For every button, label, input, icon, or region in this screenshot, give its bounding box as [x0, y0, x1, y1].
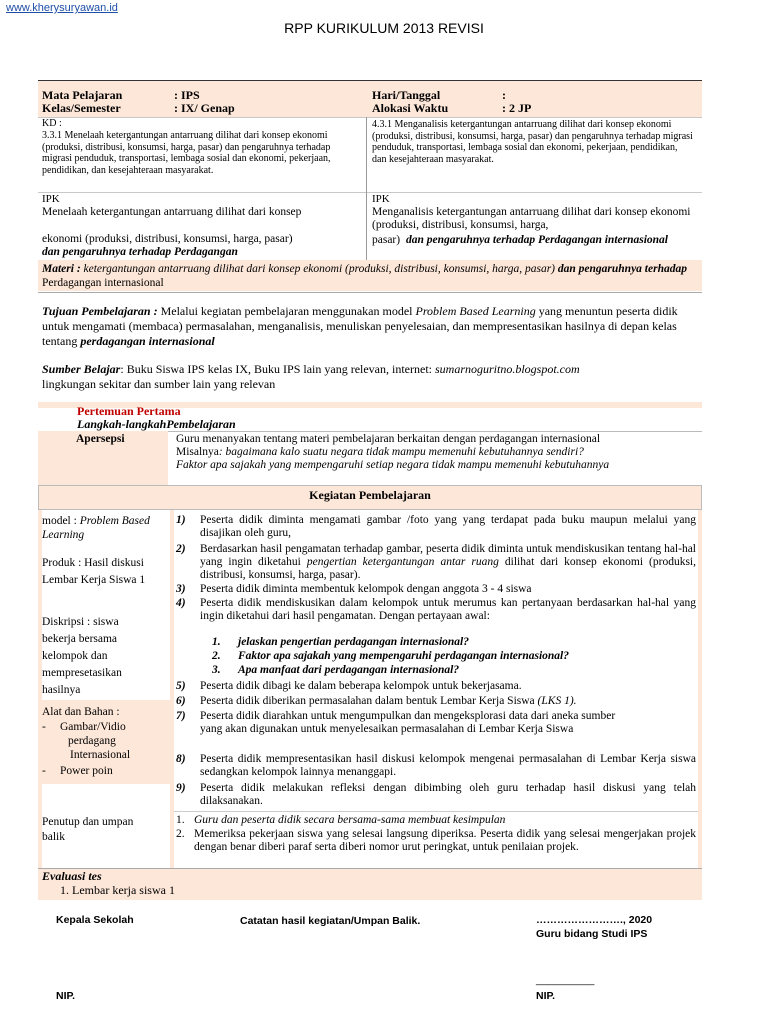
subject-label: Mata Pelajaran	[42, 88, 123, 102]
class-value: : IX/ Genap	[174, 101, 235, 115]
alat-item-2: Power poin	[60, 765, 113, 777]
model-label: model : Problem Based Learning	[42, 515, 150, 541]
apersepsi-line2: Misalnya: bagaimana kalo suatu negara tidak mampu memenuhi kebutuhannya sendiri?	[176, 446, 584, 458]
info-block	[38, 80, 702, 118]
time-value: : 2 JP	[502, 101, 532, 115]
class-label: Kelas/Semester	[42, 101, 121, 115]
question-2: 2. Faktor apa sajakah yang mempengaruhi perdagangan internasional?	[212, 650, 570, 662]
produk-label: Produk : Hasil diskusi Lembar Kerja Siswa 1	[42, 557, 146, 586]
step-2: 2) Berdasarkan hasil pengamatan terhadap gambar, peserta didik diminta untuk mendiskusikan tentang hal-hal yang ingin diketahui pengertian ketergantungan antar ruang dilihat dari konsep ekonomi (produksi, distribusi, konsumsi, harga, pasar).	[176, 543, 696, 581]
diskripsi-label: Diskripsi : siswa bekerja bersama kelompok dan mempresetasikan hasilnya	[42, 616, 122, 696]
penutup-label: Penutup dan umpan balik	[42, 816, 134, 843]
ipk-right-label: IPK	[372, 193, 390, 205]
apersepsi-line3: Faktor apa sajakah yang mempengaruhi setiap negara tidak mampu memenuhi kebutuhannya	[176, 459, 610, 471]
ipk-left-text2: ekonomi (produksi, distribusi, konsumsi, harga, pasar)	[42, 233, 293, 245]
notes-label: Catatan hasil kegiatan/Umpan Balik.	[240, 915, 421, 927]
ipk-right-bold: dan pengaruhnya terhadap Perdagangan internasional	[406, 234, 669, 246]
question-3: 3. Apa manfaat dari perdagangan internasional?	[212, 664, 460, 676]
sumber-text: Sumber Belajar: Buku Siswa IPS kelas IX, Buku IPS lain yang relevan, internet: sumarnoguritno.blogspot.com lingkungan sekitar dan sumber lain yang relevan	[42, 362, 580, 391]
step-4: 4) Peserta didik mendiskusikan dalam kelompok untuk merumus kan pertanyaan berdasarkan hal-hal yang ingin diketahui dari hasil pengamatan. Dengan pertayaan awal:	[176, 597, 696, 622]
ipk-left-label: IPK	[42, 193, 60, 205]
date-line: ……………………., 2020	[536, 914, 653, 926]
evaluasi-item: 1. Lembar kerja siswa 1	[60, 883, 175, 897]
time-label: Alokasi Waktu	[372, 101, 449, 115]
day-label: Hari/Tanggal	[372, 88, 441, 102]
site-url[interactable]: www.kherysuryawan.id	[6, 2, 118, 14]
kd-left: 3.3.1 Menelaah ketergantungan antarruang dilihat dari konsep ekonomi (produksi, distribusi, konsumsi, harga, pasar) dan pengaruhnya terhadap migrasi penduduk, transportasi, lembaga sosial dan ekonomi, pekerjaan, pendidikan, dan kesejahteraan masyarakat.	[42, 130, 331, 176]
apersepsi-label: Apersepsi	[76, 433, 125, 445]
apersepsi-line1: Guru menanyakan tentang materi pembelajaran berkaitan dengan perdagangan internasional	[176, 433, 601, 445]
ipk-left-bold: dan pengaruhnya terhadap Perdagangan	[42, 246, 238, 258]
alat-item-1: Gambar/Vidio	[60, 721, 126, 733]
step-3: 3) Peserta didik diminta membentuk kelompok dengan anggota 3 - 4 siswa	[176, 583, 532, 595]
nip-right: NIP.	[536, 990, 556, 1002]
subject-value: : IPS	[174, 88, 200, 102]
materi-text: Materi : ketergantungan antarruang dilihat dari konsep ekonomi (produksi, distribusi, konsumsi, harga, pasar) dan pengaruhnya terhadap Perdagangan internasional	[42, 263, 687, 289]
teacher-label: Guru bidang Studi IPS	[536, 928, 648, 940]
ipk-right-text: Menganalisis ketergantungan antarruang dilihat dari konsep ekonomi (produksi, distribusi, konsumsi, harga,	[372, 206, 691, 231]
ipk-left-text: Menelaah ketergantungan antarruang dilihat dari konsep	[42, 206, 302, 218]
step-6: 6) Peserta didik diberikan permasalahan dalam bentuk Lembar Kerja Siswa (LKS 1).	[176, 695, 577, 707]
page-title: RPP KURIKULUM 2013 REVISI	[284, 20, 484, 36]
closing-1: 1. Guru dan peserta didik secara bersama-sama membuat kesimpulan	[176, 814, 506, 826]
step-8: 8) Peserta didik mempresentasikan hasil diskusi kelompok mengenai permasalahan di Lembar Kerja siswa sedangkan kelompok lainnya menanggapi.	[176, 753, 696, 778]
pertemuan-subtitle: Langkah-langkahPembelajaran	[77, 417, 236, 431]
alat-label: Alat dan Bahan :	[42, 706, 120, 718]
kd-label: KD :	[42, 118, 62, 129]
step-5: 5) Peserta didik dibagi ke dalam beberapa kelompok untuk bekerjasama.	[176, 680, 522, 692]
step-9: 9) Peserta didik melakukan refleksi dengan dibimbing oleh guru terhadap hasil diskusi yang telah dilaksanakan.	[176, 782, 696, 807]
signature-line: __________	[536, 974, 595, 986]
step-1: 1) Peserta didik diminta mengamati gambar /foto yang yang terdapat pada buku maupun melalui yang disajikan oleh guru,	[176, 514, 696, 539]
question-1: 1. jelaskan pengertian perdagangan internasional?	[212, 636, 469, 648]
principal-label: Kepala Sekolah	[56, 914, 134, 926]
step-7: 7) Peserta didik diarahkan untuk mengumpulkan dan mengeksplorasi data dari aneka sumber yang akan digunakan untuk menyelesaikan permasalahan di Lembar Kerja Siswa	[176, 710, 616, 735]
alat-item-1-cont: perdagang Internasional	[68, 735, 131, 761]
tujuan-text: Tujuan Pembelajaran : Melalui kegiatan pembelajaran menggunakan model Problem Based Learning yang menuntun peserta didik untuk mengamati (membaca) permasalahan, menganalisis, menuliskan penyelesaian, dan mempresentasikan hasilnya di depan kelas tentang perdagangan internasional	[42, 304, 678, 348]
pertemuan-title: Pertemuan Pertama	[77, 404, 181, 418]
kegiatan-title: Kegiatan Pembelajaran	[309, 488, 431, 502]
nip-left: NIP.	[56, 990, 76, 1002]
ipk-right-text2: pasar)	[372, 234, 401, 246]
evaluasi-label: Evaluasi tes	[42, 869, 102, 883]
day-value: :	[502, 88, 506, 102]
kd-right: 4.3.1 Menganalisis ketergantungan antarruang dilihat dari konsep ekonomi (produksi, distribusi, konsumsi, harga, pasar) dan pengaruhnya terhadap migrasi penduduk, transportasi, lembaga sosial dan ekonomi, pekerjaan, pendidikan, dan kesejahteraan masyarakat.	[372, 119, 693, 165]
closing-2: 2. Memeriksa pekerjaan siswa yang selesai langsung diperiksa. Peserta didik yang selesai mengerjakan projek dengan benar diberi paraf serta diberi nomor urut peringkat, untuk penilaian projek.	[176, 828, 696, 853]
